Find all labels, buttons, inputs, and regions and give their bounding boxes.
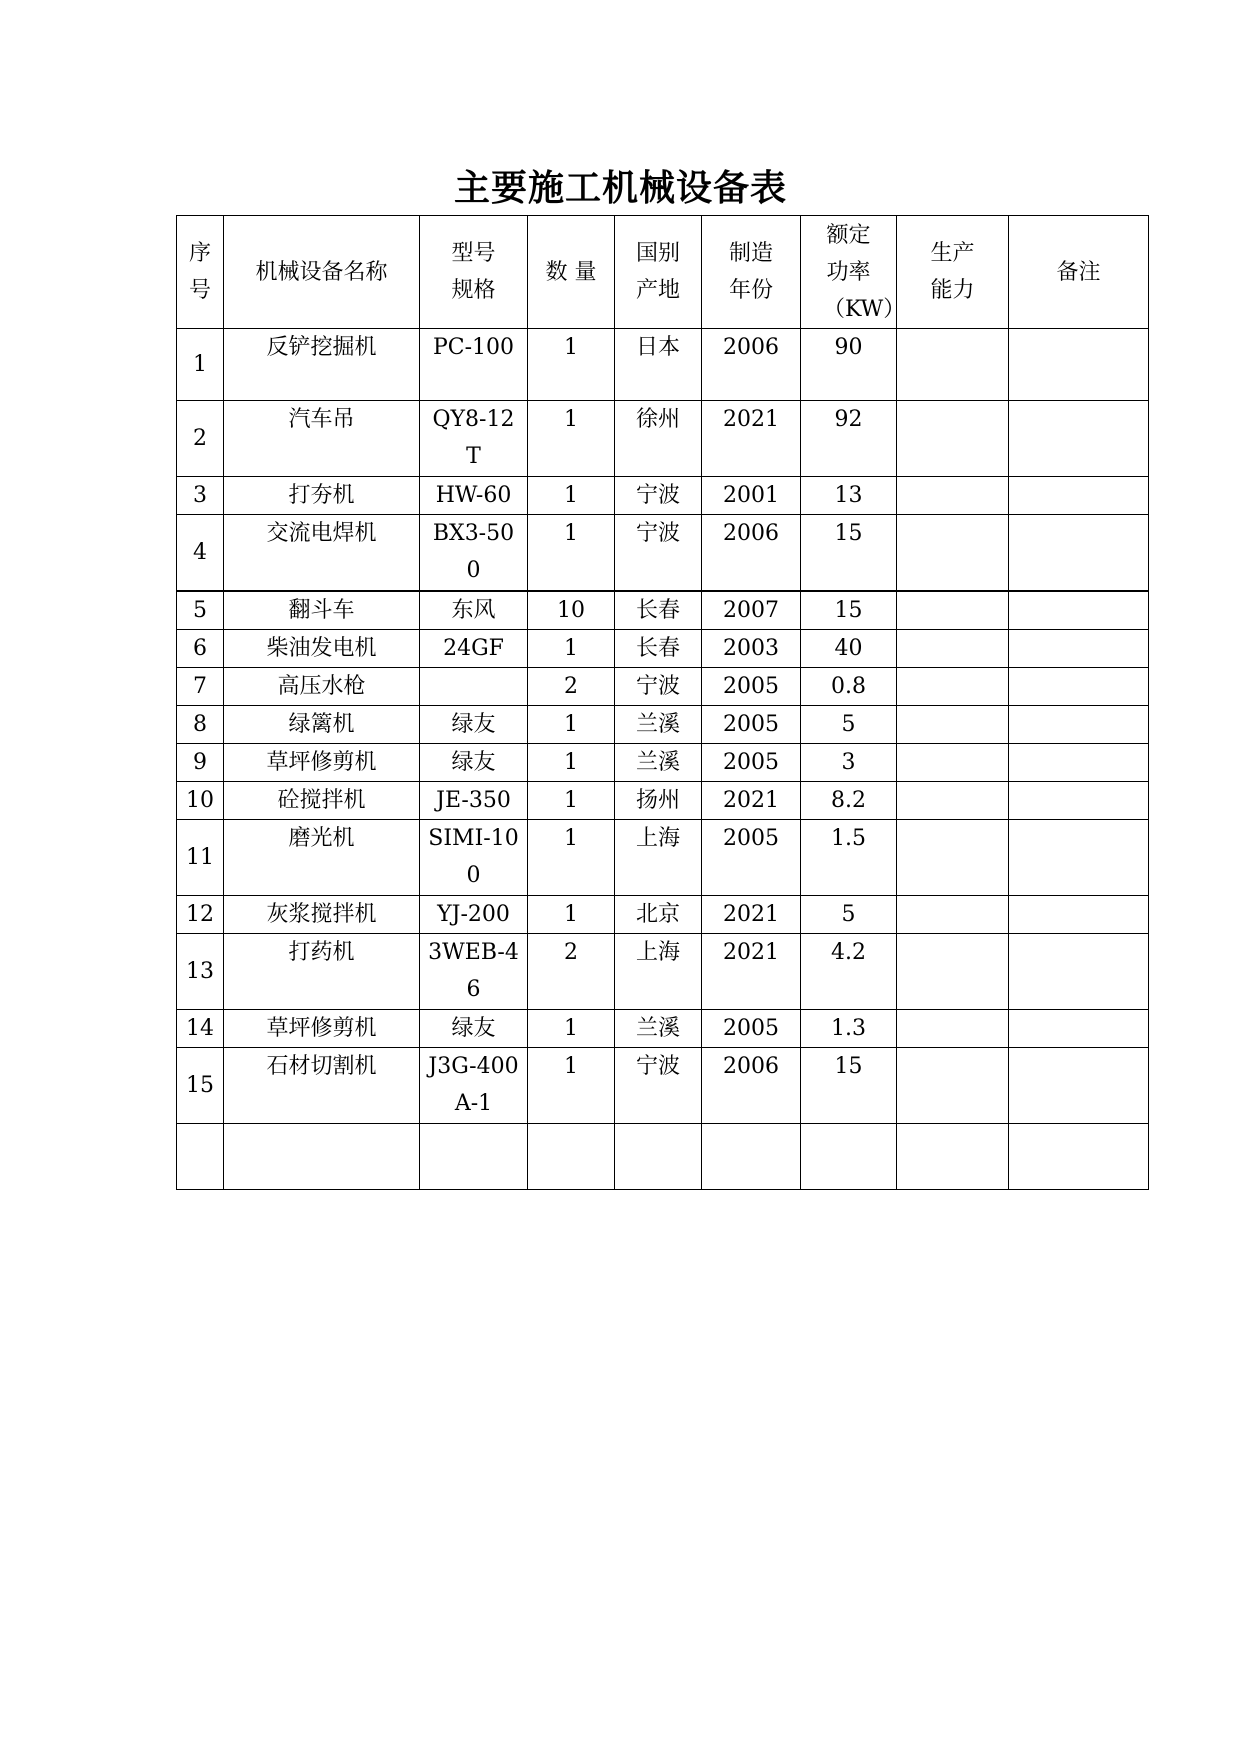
cell-seq: 15 [177, 1047, 224, 1123]
cell-remark [1009, 1047, 1149, 1123]
cell-capacity [897, 401, 1009, 477]
cell-origin [615, 1123, 702, 1189]
table-row [177, 515, 1149, 591]
cell-remark [1009, 1123, 1149, 1189]
header-qty [528, 216, 615, 329]
header-seq-label: 序号 [189, 241, 212, 303]
table-row [177, 667, 1149, 705]
cell-power: 40 [801, 629, 897, 667]
cell-name: 灰浆搅拌机 [224, 895, 420, 933]
header-origin-label: 国别产地 [635, 241, 680, 303]
header-power [801, 216, 906, 329]
cell-name: 柴油发电机 [224, 629, 420, 667]
cell-remark [1009, 401, 1149, 477]
cell-model: 绿友 [420, 705, 528, 743]
table-row [177, 1009, 1149, 1047]
cell-name: 草坪修剪机 [224, 1009, 420, 1047]
cell-capacity [897, 515, 1009, 591]
cell-year: 2005 [702, 705, 801, 743]
cell-seq: 11 [177, 819, 224, 895]
cell-origin: 上海 [615, 819, 702, 895]
cell-seq: 9 [177, 743, 224, 781]
header-model [420, 216, 528, 329]
table-row [177, 591, 1149, 630]
cell-capacity [897, 1047, 1009, 1123]
cell-origin: 日本 [615, 329, 702, 401]
header-power-label: 额定功率（KW） [823, 222, 906, 322]
page-title: 主要施工机械设备表 [453, 167, 787, 209]
cell-capacity [897, 477, 1009, 515]
cell-year: 2005 [702, 819, 801, 895]
cell-seq: 6 [177, 629, 224, 667]
cell-remark [1009, 743, 1149, 781]
cell-origin: 徐州 [615, 401, 702, 477]
cell-power: 3 [801, 743, 897, 781]
cell-model [420, 1123, 528, 1189]
cell-name: 石材切割机 [224, 1047, 420, 1123]
table-row [177, 629, 1149, 667]
cell-year: 2021 [702, 933, 801, 1009]
cell-year: 2003 [702, 629, 801, 667]
header-capacity-label: 生产能力 [930, 241, 975, 303]
cell-model: JE-350 [420, 781, 528, 819]
cell-qty: 1 [528, 477, 615, 515]
cell-power: 5 [801, 705, 897, 743]
cell-year [702, 1123, 801, 1189]
cell-qty: 1 [528, 895, 615, 933]
cell-name: 反铲挖掘机 [224, 329, 420, 401]
cell-qty: 2 [528, 933, 615, 1009]
cell-model: QY8-12T [420, 401, 528, 477]
cell-remark [1009, 1009, 1149, 1047]
cell-model: 绿友 [420, 743, 528, 781]
header-qty-label: 数 量 [545, 259, 597, 285]
cell-year: 2006 [702, 329, 801, 401]
cell-capacity [897, 895, 1009, 933]
cell-qty: 1 [528, 705, 615, 743]
cell-name: 交流电焊机 [224, 515, 420, 591]
cell-qty: 2 [528, 667, 615, 705]
cell-capacity [897, 781, 1009, 819]
cell-qty: 10 [528, 591, 615, 630]
cell-capacity [897, 819, 1009, 895]
cell-capacity [897, 329, 1009, 401]
cell-origin: 宁波 [615, 477, 702, 515]
cell-qty: 1 [528, 819, 615, 895]
cell-name: 磨光机 [224, 819, 420, 895]
header-year [702, 216, 801, 329]
cell-origin: 兰溪 [615, 705, 702, 743]
cell-seq: 8 [177, 705, 224, 743]
cell-year: 2007 [702, 591, 801, 630]
table-row [177, 401, 1149, 477]
table-row [177, 477, 1149, 515]
cell-model: 绿友 [420, 1009, 528, 1047]
cell-origin: 长春 [615, 591, 702, 630]
header-name-label: 机械设备名称 [255, 259, 388, 285]
equipment-table [176, 215, 1149, 1190]
cell-qty: 1 [528, 401, 615, 477]
table-row [177, 1047, 1149, 1123]
cell-origin: 北京 [615, 895, 702, 933]
cell-remark [1009, 895, 1149, 933]
cell-qty: 1 [528, 781, 615, 819]
cell-seq: 14 [177, 1009, 224, 1047]
cell-power: 1.3 [801, 1009, 897, 1047]
cell-capacity [897, 933, 1009, 1009]
cell-origin: 宁波 [615, 515, 702, 591]
cell-qty [528, 1123, 615, 1189]
cell-name [224, 1123, 420, 1189]
cell-seq [177, 1123, 224, 1189]
cell-power [801, 1123, 897, 1189]
table-row [177, 1123, 1149, 1189]
cell-name: 打夯机 [224, 477, 420, 515]
cell-remark [1009, 781, 1149, 819]
cell-remark [1009, 629, 1149, 667]
cell-name: 翻斗车 [224, 591, 420, 630]
cell-year: 2005 [702, 667, 801, 705]
cell-model: J3G-400A-1 [420, 1047, 528, 1123]
header-remark-label: 备注 [1056, 259, 1101, 285]
cell-power: 1.5 [801, 819, 897, 895]
header-name [224, 216, 420, 329]
cell-model: SIMI-100 [420, 819, 528, 895]
cell-year: 2021 [702, 401, 801, 477]
cell-remark [1009, 705, 1149, 743]
cell-power: 8.2 [801, 781, 897, 819]
cell-model: PC-100 [420, 329, 528, 401]
cell-model: BX3-500 [420, 515, 528, 591]
cell-capacity [897, 667, 1009, 705]
cell-remark [1009, 591, 1149, 630]
cell-model [420, 667, 528, 705]
cell-capacity [897, 1123, 1009, 1189]
table-row [177, 781, 1149, 819]
table-row [177, 933, 1149, 1009]
cell-qty: 1 [528, 515, 615, 591]
header-origin [615, 216, 702, 329]
cell-model: YJ-200 [420, 895, 528, 933]
cell-remark [1009, 667, 1149, 705]
cell-origin: 扬州 [615, 781, 702, 819]
cell-qty: 1 [528, 743, 615, 781]
cell-name: 砼搅拌机 [224, 781, 420, 819]
cell-seq: 7 [177, 667, 224, 705]
cell-seq: 10 [177, 781, 224, 819]
cell-name: 汽车吊 [224, 401, 420, 477]
table-row [177, 329, 1149, 401]
cell-qty: 1 [528, 629, 615, 667]
cell-qty: 1 [528, 1009, 615, 1047]
cell-year: 2021 [702, 895, 801, 933]
header-remark [1009, 216, 1149, 329]
cell-remark [1009, 819, 1149, 895]
cell-remark [1009, 933, 1149, 1009]
header-year-label: 制造年份 [728, 241, 773, 303]
cell-capacity [897, 591, 1009, 630]
table-row [177, 743, 1149, 781]
cell-qty: 1 [528, 1047, 615, 1123]
header-model-label: 型号规格 [451, 241, 496, 303]
cell-power: 15 [801, 1047, 897, 1123]
cell-qty: 1 [528, 329, 615, 401]
cell-name: 高压水枪 [224, 667, 420, 705]
cell-year: 2006 [702, 515, 801, 591]
cell-model: 东风 [420, 591, 528, 630]
cell-power: 15 [801, 591, 897, 630]
cell-origin: 上海 [615, 933, 702, 1009]
cell-power: 13 [801, 477, 897, 515]
cell-origin: 兰溪 [615, 743, 702, 781]
cell-seq: 13 [177, 933, 224, 1009]
cell-year: 2021 [702, 781, 801, 819]
cell-power: 92 [801, 401, 897, 477]
table-row [177, 819, 1149, 895]
cell-remark [1009, 329, 1149, 401]
cell-power: 15 [801, 515, 897, 591]
cell-year: 2001 [702, 477, 801, 515]
cell-seq: 1 [177, 329, 224, 401]
cell-name: 草坪修剪机 [224, 743, 420, 781]
table-header-row [177, 216, 1149, 329]
cell-name: 绿篱机 [224, 705, 420, 743]
cell-power: 0.8 [801, 667, 897, 705]
cell-year: 2005 [702, 743, 801, 781]
cell-seq: 2 [177, 401, 224, 477]
cell-origin: 长春 [615, 629, 702, 667]
cell-power: 4.2 [801, 933, 897, 1009]
cell-capacity [897, 705, 1009, 743]
table-row [177, 705, 1149, 743]
cell-origin: 兰溪 [615, 1009, 702, 1047]
cell-seq: 12 [177, 895, 224, 933]
cell-power: 5 [801, 895, 897, 933]
cell-name: 打药机 [224, 933, 420, 1009]
header-capacity [897, 216, 1009, 329]
table-row [177, 895, 1149, 933]
cell-model: 3WEB-46 [420, 933, 528, 1009]
cell-model: HW-60 [420, 477, 528, 515]
cell-year: 2006 [702, 1047, 801, 1123]
cell-remark [1009, 515, 1149, 591]
cell-origin: 宁波 [615, 1047, 702, 1123]
cell-capacity [897, 629, 1009, 667]
cell-capacity [897, 1009, 1009, 1047]
cell-origin: 宁波 [615, 667, 702, 705]
cell-capacity [897, 743, 1009, 781]
cell-seq: 3 [177, 477, 224, 515]
cell-year: 2005 [702, 1009, 801, 1047]
cell-power: 90 [801, 329, 897, 401]
cell-model: 24GF [420, 629, 528, 667]
cell-seq: 5 [177, 591, 224, 630]
cell-remark [1009, 477, 1149, 515]
header-seq [177, 216, 224, 329]
cell-seq: 4 [177, 515, 224, 591]
